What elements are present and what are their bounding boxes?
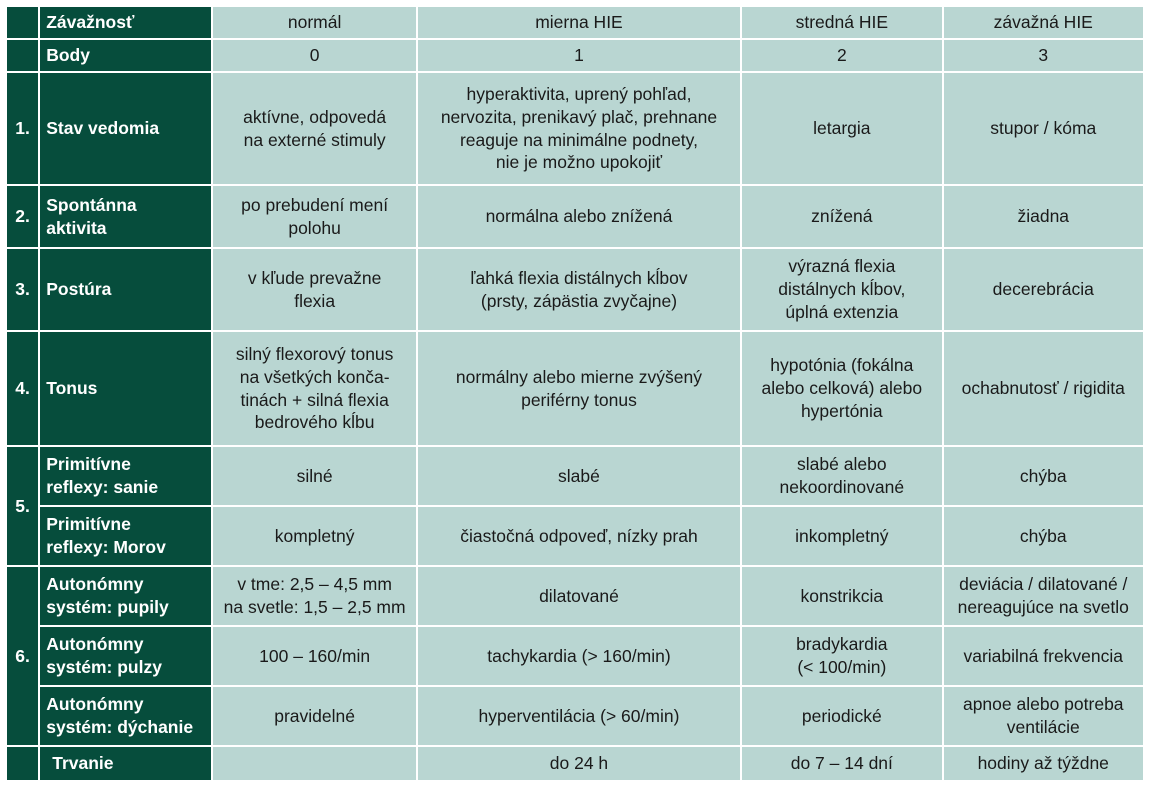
table-cell: konstrikcia — [741, 566, 942, 626]
table-cell: silné — [212, 446, 416, 506]
points-value: 2 — [741, 39, 942, 72]
table-cell: decerebrácia — [943, 248, 1144, 331]
table-row — [6, 72, 1144, 185]
points-value: 0 — [212, 39, 416, 72]
table-cell: žiadna — [943, 185, 1144, 248]
table-cell: hyperaktivita, uprený pohľad, nervozita, prenikavý plač, prehnane reaguje na minimálne podnety, nie je možno upokojiť — [417, 72, 741, 185]
row-number: 3. — [6, 248, 39, 331]
table-row — [6, 185, 1144, 248]
table-cell: ľahká flexia distálnych kĺbov (prsty, zápästia zvyčajne) — [417, 248, 741, 331]
row-label: Postúra — [39, 248, 212, 331]
table-cell: znížená — [741, 185, 942, 248]
table-cell: normálna alebo znížená — [417, 185, 741, 248]
table-cell: slabé — [417, 446, 741, 506]
table-cell: hodiny až týždne — [943, 746, 1144, 781]
table-cell: aktívne, odpovedá na externé stimuly — [212, 72, 416, 185]
table-cell: stupor / kóma — [943, 72, 1144, 185]
table-cell: normálny alebo mierne zvýšený periférny tonus — [417, 331, 741, 446]
table-cell: do 7 – 14 dní — [741, 746, 942, 781]
table-cell: pravidelné — [212, 686, 416, 746]
table-cell: dilatované — [417, 566, 741, 626]
points-row — [6, 39, 1144, 72]
row-label: Autonómny systém: pupily — [39, 566, 212, 626]
row-label: Primitívne reflexy: sanie — [39, 446, 212, 506]
table-row — [6, 506, 1144, 566]
table-cell: inkompletný — [741, 506, 942, 566]
table-cell: slabé alebo nekoordinované — [741, 446, 942, 506]
table-cell: výrazná flexia distálnych kĺbov, úplná extenzia — [741, 248, 942, 331]
table-cell: čiastočná odpoveď, nízky prah — [417, 506, 741, 566]
table-cell: v tme: 2,5 – 4,5 mm na svetle: 1,5 – 2,5 mm — [212, 566, 416, 626]
table-cell: ochabnutosť / rigidita — [943, 331, 1144, 446]
table-cell: do 24 h — [417, 746, 741, 781]
table-cell: v kľude prevažne flexia — [212, 248, 416, 331]
table-cell: hypotónia (fokálna alebo celková) alebo hypertónia — [741, 331, 942, 446]
table-cell: hyperventilácia (> 60/min) — [417, 686, 741, 746]
table-cell: deviácia / dilatované / nereagujúce na svetlo — [943, 566, 1144, 626]
points-label: Body — [39, 39, 212, 72]
header-row — [6, 6, 1144, 39]
table-cell: po prebudení mení polohu — [212, 185, 416, 248]
points-num-cell — [6, 39, 39, 72]
table-cell — [212, 746, 416, 781]
table-cell: variabilná frekvencia — [943, 626, 1144, 686]
header-col-mild: mierna HIE — [417, 6, 741, 39]
points-value: 1 — [417, 39, 741, 72]
table-cell: silný flexorový tonus na všetkých konča- tinách + silná flexia bedrového kĺbu — [212, 331, 416, 446]
row-label: Primitívne reflexy: Morov — [39, 506, 212, 566]
row-label: Autonómny systém: dýchanie — [39, 686, 212, 746]
table-row — [6, 331, 1144, 446]
table-cell: apnoe alebo potreba ventilácie — [943, 686, 1144, 746]
table-cell: periodické — [741, 686, 942, 746]
hie-severity-table — [5, 5, 1145, 782]
header-col-severe: závažná HIE — [943, 6, 1144, 39]
row-number: 4. — [6, 331, 39, 446]
row-number: 5. — [6, 446, 39, 566]
row-label: Tonus — [39, 331, 212, 446]
table-cell: 100 – 160/min — [212, 626, 416, 686]
header-col-moderate: stredná HIE — [741, 6, 942, 39]
row-number: 1. — [6, 72, 39, 185]
table-row — [6, 626, 1144, 686]
duration-row — [6, 746, 1144, 781]
row-label: Stav vedomia — [39, 72, 212, 185]
duration-label: Trvanie — [39, 746, 212, 781]
duration-num-cell — [6, 746, 39, 781]
table-row — [6, 446, 1144, 506]
header-num-cell — [6, 6, 39, 39]
table-cell: kompletný — [212, 506, 416, 566]
table-cell: chýba — [943, 506, 1144, 566]
row-number: 2. — [6, 185, 39, 248]
header-col-normal: normál — [212, 6, 416, 39]
table-cell: letargia — [741, 72, 942, 185]
table-row — [6, 686, 1144, 746]
table-row — [6, 566, 1144, 626]
row-label: Autonómny systém: pulzy — [39, 626, 212, 686]
row-label: Spontánna aktivita — [39, 185, 212, 248]
table-cell: chýba — [943, 446, 1144, 506]
table-cell: tachykardia (> 160/min) — [417, 626, 741, 686]
points-value: 3 — [943, 39, 1144, 72]
table-cell: bradykardia (< 100/min) — [741, 626, 942, 686]
header-label: Závažnosť — [39, 6, 212, 39]
table-row — [6, 248, 1144, 331]
row-number: 6. — [6, 566, 39, 746]
